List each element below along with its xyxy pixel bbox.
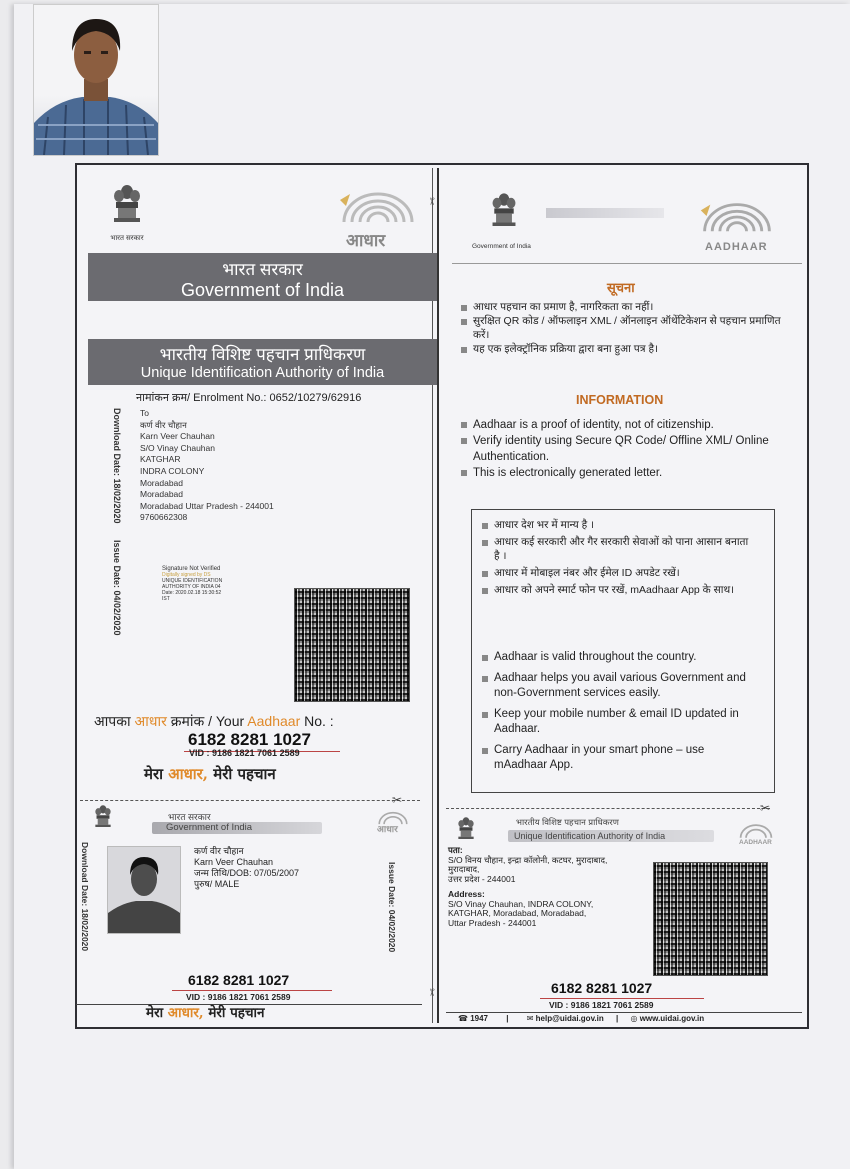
scissors-icon: ✂ [392, 793, 403, 807]
address-line: Uttar Pradesh - 244001 [448, 917, 537, 928]
address-line: Moradabad [140, 477, 184, 488]
info-box-english-list [482, 650, 757, 773]
card-tagline [146, 1003, 265, 1021]
aadhaar-number-label [94, 712, 334, 731]
card-address-hindi [448, 846, 648, 884]
email-icon: ✉ [526, 1014, 534, 1023]
address-line: S/O Vinay Chauhan [140, 442, 215, 453]
info-box-item: आधार देश भर में मान्य है । [482, 518, 752, 532]
scissors-icon: ✂ [425, 197, 437, 206]
footer-divider: | [616, 1014, 619, 1023]
redaction-strip [546, 208, 664, 218]
address-line: S/O विनय चौहान, इन्द्रा कॉलोनी, कटघर, मुरादाबाद, [448, 854, 608, 865]
address-label: पता: [448, 845, 463, 855]
signature-line: Digitally signed by DS [162, 572, 211, 578]
info-box-item: आधार कई सरकारी और गैर सरकारी सेवाओं को पाना आसान बनाता है । [482, 535, 752, 563]
information-item: Verify identity using Secure QR Code/ Offline XML/ Online Authentication. [461, 433, 797, 465]
person-photo-icon [108, 847, 180, 933]
qr-code-card [653, 862, 768, 976]
scissors-icon: ✂ [760, 801, 771, 815]
address-line: Moradabad Uttar Pradesh - 244001 [140, 500, 274, 511]
emblem-caption: Government of India [472, 243, 531, 250]
card-authority-english: Unique Identification Authority of India [514, 831, 666, 841]
signature-line: Date: 2020.02.18 15:30:52 [162, 590, 222, 596]
information-item: This is electronically generated letter. [461, 465, 797, 481]
tagline-aadhaar: आधार, [167, 1005, 204, 1021]
scissors-icon: ✂ [425, 988, 437, 997]
suchna-list [461, 300, 791, 356]
issue-date: Issue Date: 04/02/2020 [112, 540, 122, 636]
address-line: 9760662308 [140, 512, 188, 523]
signature-title: Signature Not Verified [162, 566, 221, 572]
suchna-item: यह एक इलेक्ट्रॉनिक प्रक्रिया द्वारा बना हुआ पत्र है। [461, 342, 791, 356]
info-box-item: Aadhaar is valid throughout the country. [482, 650, 757, 665]
suchna-title: सूचना [607, 280, 635, 295]
tagline-part: मेरी पहचान [213, 765, 276, 783]
card-authority-strip [508, 830, 714, 842]
uidai-banner [88, 339, 437, 385]
card-authority-hindi: भारतीय विशिष्ट पहचान प्राधिकरण [516, 817, 619, 827]
gov-banner [88, 253, 437, 301]
card-name-hindi: कर्ण वीर चौहान [194, 846, 244, 856]
card-gov-hindi: भारत सरकार [168, 812, 211, 822]
signature-line: IST [162, 596, 170, 602]
tagline-part: मेरा [146, 1005, 164, 1021]
help-email: help@uidai.gov.in [535, 1014, 604, 1023]
info-box-hindi-list [482, 518, 752, 597]
address-line: INDRA COLONY [140, 465, 205, 476]
aadhaar-logo-icon [336, 190, 420, 224]
signature-line: AUTHORITY OF INDIA 04 [162, 584, 221, 590]
cut-line-left [80, 800, 420, 801]
card-issue-date: Issue Date: 04/02/2020 [387, 862, 397, 953]
address-line: S/O Vinay Chauhan, INDRA COLONY, [448, 898, 594, 909]
address-line: मुरादाबाद, [448, 864, 480, 874]
website: www.uidai.gov.in [639, 1014, 705, 1023]
passport-photo [33, 4, 159, 156]
card-gov-english: Government of India [166, 822, 253, 833]
signature-line: UNIQUE IDENTIFICATION [162, 578, 223, 584]
emblem-caption: भारत सरकार [110, 235, 144, 242]
card-holder-details [194, 846, 299, 890]
information-item: Aadhaar is a proof of identity, not of citizenship. [461, 417, 797, 433]
info-box-item: Aadhaar helps you avail various Government and non-Government services easily. [482, 671, 757, 701]
aadhaar-logo-text: आधार [346, 231, 386, 250]
national-emblem-icon [93, 803, 113, 831]
card-vid: VID : 9186 1821 7061 2589 [186, 992, 291, 1002]
card-gov-strip [152, 822, 322, 834]
card-aadhaar-number: 6182 8281 1027 [188, 972, 290, 988]
address-line: उत्तर प्रदेश - 244001 [448, 873, 516, 884]
uidai-banner-english: Unique Identification Authority of India [140, 365, 385, 381]
address-line: कर्ण वीर चौहान [140, 419, 187, 430]
aadhaar-logo-text: AADHAAR [705, 241, 768, 253]
aadhaar-logo-icon [697, 200, 777, 234]
label-aadhaar-hindi: आधार [134, 713, 167, 729]
aadhaar-number: 6182 8281 1027 [188, 730, 311, 749]
info-box-item: Carry Aadhaar in your smart phone – use mAadhaar App. [482, 743, 757, 773]
address-line: Karn Veer Chauhan [140, 431, 215, 442]
uidai-banner-hindi: भारतीय विशिष्ट पहचान प्राधिकरण [159, 345, 366, 364]
national-emblem-icon [110, 182, 144, 228]
recipient-address [140, 408, 274, 524]
person-photo-icon [34, 5, 158, 155]
info-box-item: आधार को अपने स्मार्ट फोन पर रखें, mAadhaar App के साथ। [482, 583, 752, 597]
tagline-part: मेरी पहचान [208, 1005, 265, 1021]
cut-line-right [446, 808, 770, 809]
card-address-english [448, 890, 648, 928]
helpline-number: 1947 [470, 1014, 488, 1023]
card-gender: पुरुष/ MALE [194, 879, 240, 889]
gov-banner-english: Government of India [180, 280, 345, 300]
suchna-item: सुरक्षित QR कोड / ऑफलाइन XML / ऑनलाइन ऑथेंटिकेशन से पहचान प्रमाणित करें। [461, 314, 791, 342]
card-photo [107, 846, 181, 934]
digital-signature [162, 566, 222, 602]
address-line: Moradabad [140, 489, 184, 500]
information-list [461, 417, 797, 481]
tagline-aadhaar: आधार, [168, 765, 209, 783]
card-dob: जन्म तिथि/DOB: 07/05/2007 [194, 868, 300, 878]
qr-code-main [294, 588, 410, 702]
footer-divider: | [506, 1014, 509, 1023]
suchna-item: आधार पहचान का प्रमाण है, नागरिकता का नहीं। [461, 300, 791, 314]
tagline-part: मेरा [144, 765, 163, 783]
info-box [471, 509, 775, 793]
globe-icon: ◎ [630, 1014, 638, 1023]
national-emblem-icon [489, 190, 519, 232]
address-label: Address: [448, 889, 485, 899]
cut-line [437, 168, 439, 1023]
information-title: INFORMATION [576, 393, 664, 407]
enrolment-number: नामांकन क्रम/ Enrolment No.: 0652/10279/62916 [136, 392, 362, 404]
vid-number: VID : 9186 1821 7061 2589 [189, 748, 300, 758]
aadhaar-logo-icon [737, 823, 775, 839]
phone-icon: ☎ [458, 1014, 468, 1023]
card-download-date: Download Date: 18/02/2020 [80, 842, 90, 952]
info-box-item: आधार में मोबाइल नंबर और ईमेल ID अपडेट रखें। [482, 566, 752, 580]
card-footer [458, 1014, 704, 1023]
info-box-item: Keep your mobile number & email ID updated in Aadhaar. [482, 707, 757, 737]
label-aadhaar-english: Aadhaar [247, 713, 301, 729]
address-line: KATGHAR [140, 454, 181, 465]
card-back-vid: VID : 9186 1821 7061 2589 [549, 1000, 654, 1010]
card-name: Karn Veer Chauhan [194, 857, 274, 867]
tagline [144, 764, 276, 784]
label-part: क्रमांक / Your [170, 713, 245, 729]
card-logo-text: आधार [377, 824, 398, 834]
address-line: To [140, 408, 149, 418]
card-back-aadhaar-number: 6182 8281 1027 [551, 980, 653, 996]
label-part: आपका [94, 713, 131, 729]
gov-banner-hindi: भारत सरकार [222, 260, 303, 279]
address-line: KATGHAR, Moradabad, Moradabad, [448, 908, 587, 918]
label-part: No. : [304, 713, 334, 729]
national-emblem-icon [456, 815, 476, 843]
card-back-logo-text: AADHAAR [739, 839, 772, 846]
download-date: Download Date: 18/02/2020 [112, 408, 122, 524]
